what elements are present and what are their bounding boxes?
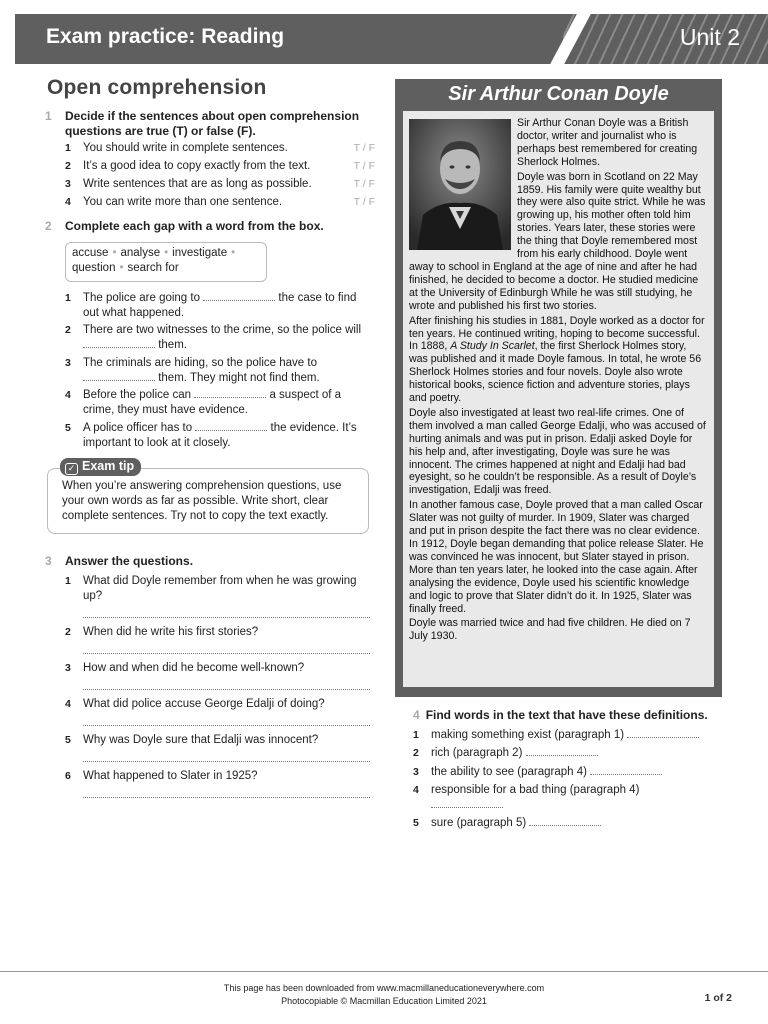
gap-blank[interactable] xyxy=(590,765,662,775)
answer-line[interactable] xyxy=(83,725,370,726)
paragraph-3: After finishing his studies in 1881, Doyle worked as a doctor for ten years. He continued writing, hoping to become successful. In 1888, A Study In Scarlet, the first Sherlock Holmes story, was published and it made Doyle famous. In total, he wrote 56 Sherlock Holmes stories and four novels. Doyle also wrote historical books, science fiction and adventure stories, plays and poetry. xyxy=(409,314,705,405)
tf-choice[interactable]: T / F xyxy=(353,196,375,208)
word: question xyxy=(72,262,116,274)
article-panel xyxy=(395,79,722,697)
answer-line[interactable] xyxy=(83,797,370,798)
tf-choice[interactable]: T / F xyxy=(353,178,375,190)
tf-choice[interactable]: T / F xyxy=(353,160,375,172)
paragraph-6: Doyle was married twice and had five children. He died on 7 July 1930. xyxy=(409,617,691,643)
ex2-item: 5 A police officer has to the evidence. It’s important to look at it closely. xyxy=(65,422,357,449)
checkmark-icon: ✓ xyxy=(65,463,78,475)
gap-blank[interactable] xyxy=(431,798,503,808)
gap-blank[interactable] xyxy=(83,338,155,348)
ex3-question: 1 What did Doyle remember from when he was growing up? xyxy=(65,575,357,602)
unit-label: Unit 2 xyxy=(679,24,740,50)
ex3-number: 3 xyxy=(45,554,52,568)
ex2-item: 1 The police are going to the case to find out what happened. xyxy=(65,292,357,319)
paragraph-4: Doyle also investigated at least two real-life crimes. One of them involved a man called George Edalji, who was accused of hurting animals and was put in prison. Edalji asked Doyle for his help and, after investigating, Doyle was sure he was innocent. The crimes happened at night and Edalji had bad eyesight, so he couldn’t be responsible. As a result of Doyle’s investigation, Edalji was freed. xyxy=(409,406,706,497)
paragraph-1: Sir Arthur Conan Doyle was a British doctor, writer and journalist who is perhaps best remembered for creating Sherlock Holmes. xyxy=(517,117,698,168)
header-title: Exam practice: Reading xyxy=(46,25,285,48)
ex2-instruction: 2 Complete each gap with a word from the box. xyxy=(45,219,324,233)
gap-blank[interactable] xyxy=(203,291,275,301)
footer-divider xyxy=(0,971,768,972)
gap-blank[interactable] xyxy=(526,746,598,756)
ex4-item: 1 making something exist (paragraph 1) xyxy=(413,728,733,743)
ex4-item: 5 sure (paragraph 5) xyxy=(413,816,733,831)
ex2-item: 2 There are two witnesses to the crime, so the police will them. xyxy=(65,324,362,351)
exam-tip-text: When you’re answering comprehension questions, use your own words as far as possible. Write short, clear complete sentences. Try not to copy the text exactly. xyxy=(62,480,342,522)
article-title: Sir Arthur Conan Doyle xyxy=(448,83,669,105)
ex3-question: 3 How and when did he become well-known? xyxy=(65,662,305,674)
word: accuse xyxy=(72,247,109,259)
word: analyse xyxy=(120,247,161,259)
ex4-item: 4 responsible for a bad thing (paragraph 4) xyxy=(413,783,733,813)
ex3-question: 6 What happened to Slater in 1925? xyxy=(65,770,258,782)
answer-line[interactable] xyxy=(83,617,370,618)
ex3-question: 4 What did police accuse George Edalji of doing? xyxy=(65,698,325,710)
ex1-item: 3 Write sentences that are as long as possible. T / F xyxy=(65,178,375,190)
answer-line[interactable] xyxy=(83,761,370,762)
paragraph-2: Doyle was born in Scotland on 22 May 1859. His family were quite wealthy but they were also quite strict. While he was growing up, his mother often told him stories. Years later, these stories were the thing that Doyle remembered most from his early childhood. Doyle went away to school in England at the age of nine and after he had finished, he decided to become a doctor. He studied medicine at the University of Edinburgh While he was still studying, he wrote and published his first two stories. xyxy=(409,170,706,312)
answer-line[interactable] xyxy=(83,689,370,690)
section-title: Open comprehension xyxy=(47,76,267,99)
exam-tip-badge: ✓ Exam tip xyxy=(60,458,141,476)
ex2-number: 2 xyxy=(45,219,52,233)
article-text xyxy=(403,111,714,645)
ex4-item: 2 rich (paragraph 2) xyxy=(413,746,733,761)
paragraph-5: In another famous case, Doyle proved that a man called Oscar Slater was not guilty of murder. In 1909, Slater was charged and put in prison despite the fact there was no clear evidence. In 1912, Doyle began demanding that police release Slater. He was convinced he was innocent, but Slater stayed in prison. More than ten years later, he looked into the case again. After analysing the evidence, Doyle used his scientific knowledge and logic to prove that Slater didn’t do it. In 1925, Slater was finally freed. xyxy=(409,499,704,615)
gap-blank[interactable] xyxy=(194,388,266,398)
gap-blank[interactable] xyxy=(529,816,601,826)
ex3-question: 5 Why was Doyle sure that Edalji was innocent? xyxy=(65,734,319,746)
word: search for xyxy=(127,262,179,274)
ex2-item: 3 The criminals are hiding, so the police have to them. They might not find them. xyxy=(65,357,320,384)
tf-choice[interactable]: T / F xyxy=(353,142,375,154)
footer-copyright: Photocopiable © Macmillan Education Limited 2021 xyxy=(281,996,487,1006)
footer-download-note: This page has been downloaded from www.macmillaneducationeverywhere.com xyxy=(223,983,545,993)
ex3-instruction: 3 Answer the questions. xyxy=(45,554,194,568)
page-number: 1 of 2 xyxy=(704,992,732,1004)
answer-line[interactable] xyxy=(83,653,370,654)
ex1-item: 2 It’s a good idea to copy exactly from the text. T / F xyxy=(65,160,375,172)
ex3-question: 2 When did he write his first stories? xyxy=(65,626,259,638)
page-header xyxy=(15,14,768,64)
article-body xyxy=(403,111,714,687)
ex1-number: 1 xyxy=(45,109,52,123)
gap-blank[interactable] xyxy=(627,728,699,738)
word: investigate xyxy=(172,247,228,259)
gap-blank[interactable] xyxy=(83,371,155,381)
ex4-number: 4 xyxy=(413,708,420,722)
gap-blank[interactable] xyxy=(195,421,267,431)
ex1-item: 1 You should write in complete sentences. T / F xyxy=(65,142,375,154)
ex4-instruction: 4 Find words in the text that have these definitions. xyxy=(413,708,708,722)
word-box: accuse • analyse • investigate • question • search for xyxy=(65,242,267,282)
ex1-item: 4 You can write more than one sentence. T / F xyxy=(65,196,375,208)
ex1-instruction: 1 Decide if the sentences about open comprehension questions are true (T) or false (F). xyxy=(45,109,360,138)
ex4-item: 3 the ability to see (paragraph 4) xyxy=(413,765,733,780)
ex2-item: 4 Before the police can a suspect of a crime, they must have evidence. xyxy=(65,389,342,416)
